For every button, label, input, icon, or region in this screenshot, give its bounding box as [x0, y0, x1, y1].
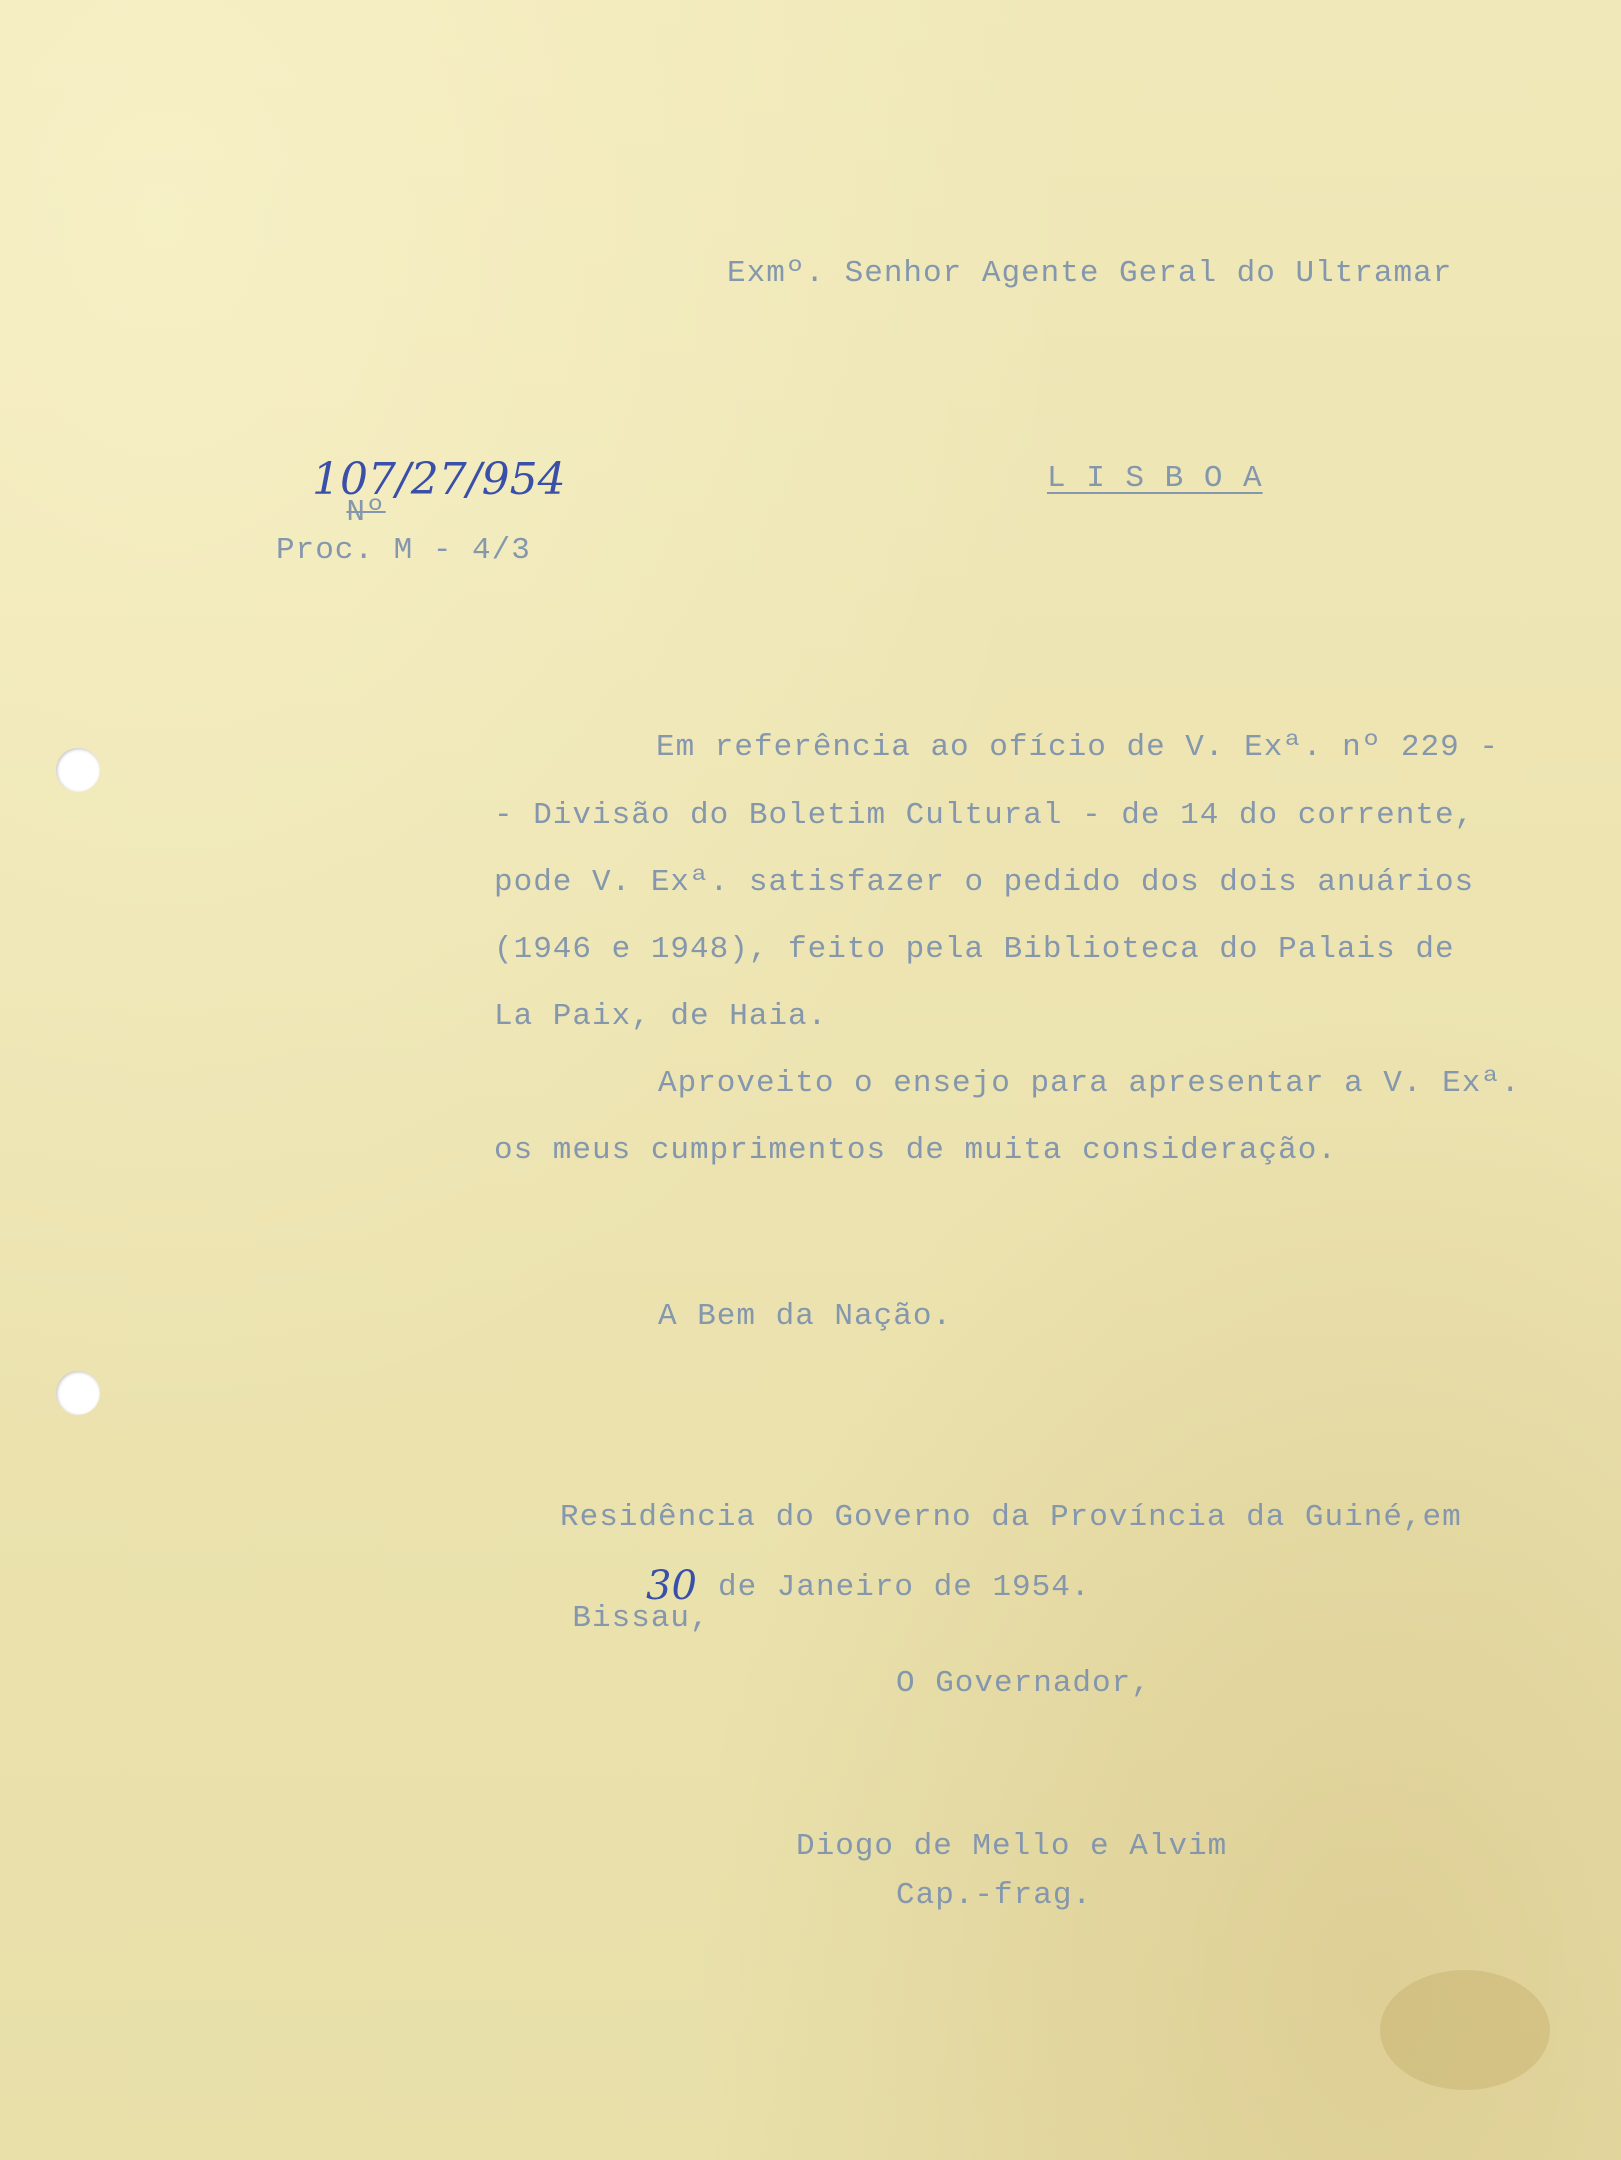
- body-line: La Paix, de Haia.: [494, 999, 828, 1034]
- body-line: Em referência ao ofício de V. Exª. nº 229 -: [656, 730, 1499, 765]
- body-line: pode V. Exª. satisfazer o pedido dos dois anuários: [494, 865, 1475, 900]
- reference-prefix: Nº: [346, 495, 386, 530]
- stain-mark: [1380, 1970, 1550, 2090]
- date-day-handwritten: 30: [646, 1563, 697, 1609]
- signatory-rank: Cap.-frag.: [896, 1878, 1093, 1913]
- reference-number-handwritten: 107/27/954: [312, 454, 566, 505]
- place-prefix: Bissau,: [572, 1601, 710, 1636]
- body-line: - Divisão do Boletim Cultural - de 14 do corrente,: [494, 798, 1475, 833]
- process-number: Proc. M - 4/3: [276, 533, 531, 568]
- place-line: Residência do Governo da Província da Guiné,em: [560, 1500, 1462, 1535]
- signatory-title: O Governador,: [896, 1666, 1151, 1701]
- signatory-name: Diogo de Mello e Alvim: [796, 1829, 1228, 1864]
- body-line: (1946 e 1948), feito pela Biblioteca do Palais de: [494, 932, 1455, 967]
- body-line: Aproveito o ensejo para apresentar a V. Exª.: [658, 1066, 1521, 1101]
- punch-hole-lower: [56, 1371, 100, 1415]
- body-line: os meus cumprimentos de muita consideração.: [494, 1133, 1337, 1168]
- date-suffix: de Janeiro de 1954.: [718, 1570, 1091, 1605]
- closing-salutation: A Bem da Nação.: [658, 1299, 953, 1334]
- addressee-line: Exmº. Senhor Agente Geral do Ultramar: [727, 256, 1453, 291]
- punch-hole-upper: [56, 748, 100, 792]
- destination-city: L I S B O A: [1047, 461, 1263, 496]
